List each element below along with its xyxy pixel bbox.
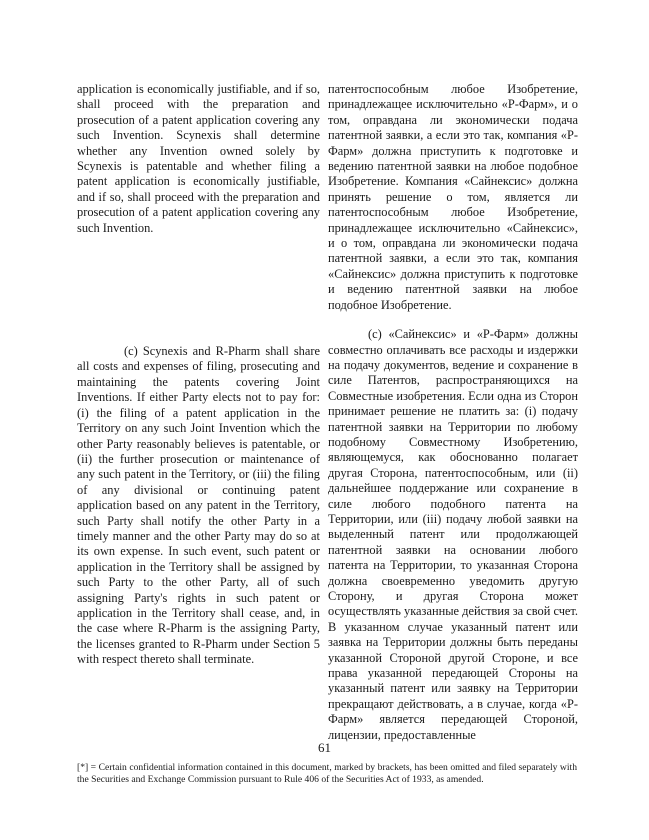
english-paragraph-continued: application is economically justifiable, and if so, shall proceed with the preparation and prosecution of a patent application covering any such Invention. Scynexis shall determine whether any Invention owned solely by Scynexis is patentable and whether filing a patent application is economically justifiable, and if so, shall proceed with the preparation and prosecution of a patent application covering any such Invention. bbox=[77, 82, 320, 235]
english-paragraph-c: (c) Scynexis and R-Pharm shall share all costs and expenses of filing, prosecuting and maintaining the patents covering Joint Inventions. If either Party elects not to pay for: (i) the filing of a patent application in the Territory on any such Joint Invention which the other Party reasonably believes is patentable, or (ii) the further prosecution or maintenance of any such patent in the Territory, or (iii) the filing of any divisional or continuing patent application based on any patent in the Territory, such Party shall notify the other Party in a timely manner and the other Party may do so at its own expense. In such event, such patent or application in the Territory shall be assigned by such Party to the other Party, all of such assigning Party's rights in such patent or application in the Territory shall cease, and, in the case where R-Pharm is the assigning Party, the licenses granted to R-Pharm under Section 5 with respect thereto shall terminate. bbox=[77, 344, 320, 667]
confidentiality-footnote: [*] = Certain confidential information contained in this document, marked by brackets, has been omitted and filed separately with the Securities and Exchange Commission pursuant to Rule 406 of the Securities Act of 1933, as amended. bbox=[77, 762, 577, 785]
russian-paragraph-continued: патентоспособным любое Изобретение, принадлежащее исключительно «Р-Фарм», и о том, оправдана ли экономически подача патентной заявки, а если это так, компания «Р-Фарм» должна приступить к подготовке и ведению патентной заявки на любое подобное Изобретение. Компания «Сайнексис» должна принять решение о том, является ли патентоспособным любое Изобретение, принадлежащее исключительно «Сайнексис», и о том, оправдана ли экономически подача патентной заявки, а если это так, компания «Сайнексис» должна приступить к подготовке и ведению патентной заявки на любое подобное Изобретение. bbox=[328, 82, 578, 312]
russian-paragraph-c: (c) «Сайнексис» и «Р-Фарм» должны совместно оплачивать все расходы и издержки на подачу документов, ведение и сохранение в силе Патентов, распространяющихся на Совместные изобретения. Если одна из Сторон принимает решение не платить за: (i) подачу патентной заявки на Территории по любому подобному Совместному Изобретению, являющемуся, как обоснованно полагает другая Сторона, патентоспособным, или (ii) дальнейшее поддержание или сохранение в силе любого подобного патента на Территории, или (iii) подачу любой заявки на выделенный патент или продолжающей патентной заявки на основании любого патента на Территории, то указанная Сторона должна своевременно уведомить другую Сторону, и другая Сторона может осуществлять указанные действия за свой счет. В указанном случае указанный патент или заявка на Территории должны быть переданы указанной Стороной другой Стороне, и все права указанной передающей Стороны на указанный патент или заявку на Территории прекращают действовать, а в случае, когда «Р-Фарм» является передающей Стороной, лицензии, предоставленные bbox=[328, 327, 579, 742]
page-number: 61 bbox=[318, 740, 331, 755]
english-column bbox=[77, 82, 320, 668]
spacer bbox=[77, 236, 320, 344]
russian-column bbox=[328, 82, 578, 743]
spacer bbox=[328, 313, 578, 327]
